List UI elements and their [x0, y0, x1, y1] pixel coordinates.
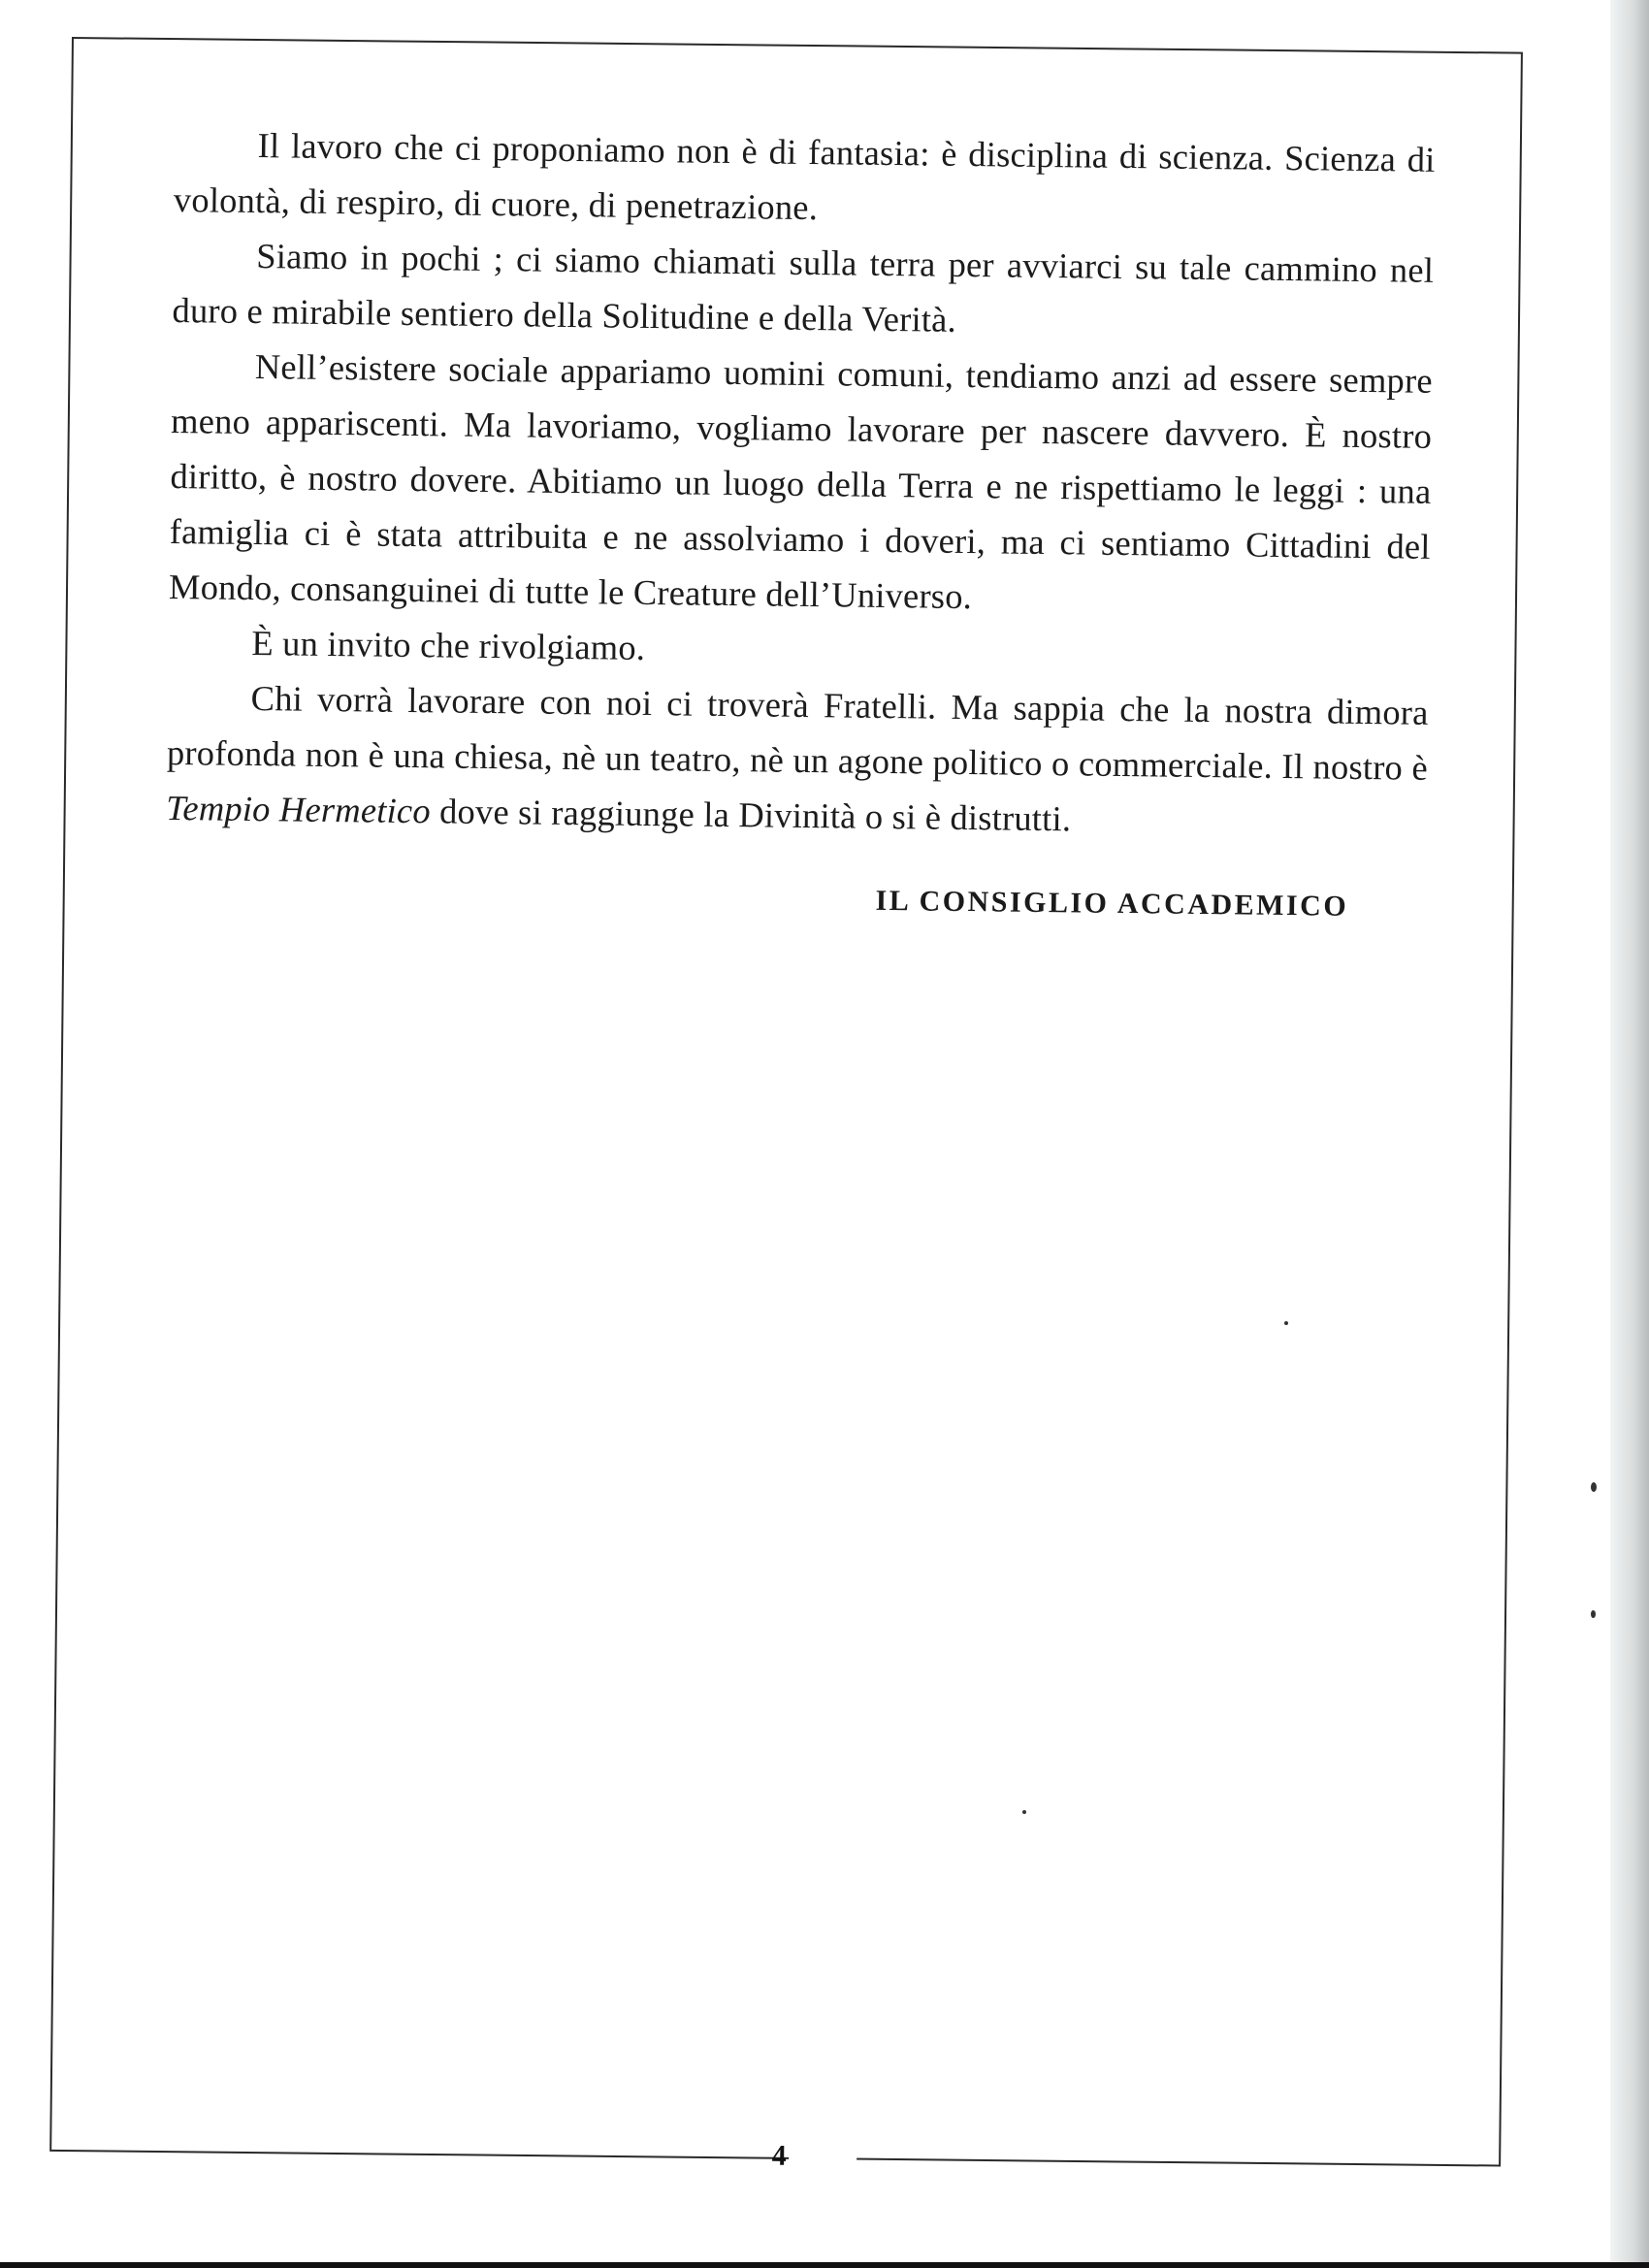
body-text [165, 116, 1436, 924]
paragraph-2: Siamo in pochi ; ci siamo chiamati sulla terra per avviarci su tale cammino nel duro e mirabile sentiero della Solitudine e della Verità. [172, 236, 1435, 340]
signature: IL CONSIGLIO ACCADEMICO [875, 884, 1349, 923]
frame-gap [789, 2144, 857, 2172]
scan-edge-shadow [1610, 0, 1649, 2268]
paragraph-5 [166, 669, 1429, 851]
paragraph-1: Il lavoro che ci proponiamo non è di fantasia: è disciplina di scienza. Scienza di volontà, di respiro, di cuore, di penetrazione. [173, 125, 1436, 228]
paragraph-5-part-2: dove si raggiunge la Divinità o si è distrutti. [430, 791, 1072, 839]
paragraph-4: È un invito che rivolgiamo. [251, 623, 646, 667]
scan-speck [1591, 1610, 1596, 1618]
paragraph-5-part-1: Chi vorrà lavorare con noi ci troverà Fratelli. Ma sappia che la nostra dimora profonda non è una chiesa, nè un teatro, nè un agone politico o commerciale. Il nostro è [166, 678, 1429, 788]
scan-speck [1591, 1482, 1597, 1492]
scan-edge-bottom [0, 2262, 1649, 2268]
paragraph-3: Nell’esistere sociale appariamo uomini comuni, tendiamo anzi ad essere sempre meno appariscenti. Ma lavoriamo, vogliamo lavorare per nascere davvero. È nostro diritto, è nostro dovere. Abitiamo un luogo della Terra e ne rispettiamo le leggi : una famiglia ci è stata attribuita e ne assolviamo i doveri, ma ci sentiamo Cittadini del Mondo, consanguinei di tutte le Creature dell’Universo. [168, 346, 1434, 617]
scan-speck [1284, 1321, 1288, 1325]
scan-speck [1022, 1810, 1026, 1814]
tempio-hermetico-italic: Tempio Hermetico [166, 787, 432, 831]
page-number: 4 [771, 2139, 787, 2172]
page-number-container [51, 2132, 1499, 2181]
